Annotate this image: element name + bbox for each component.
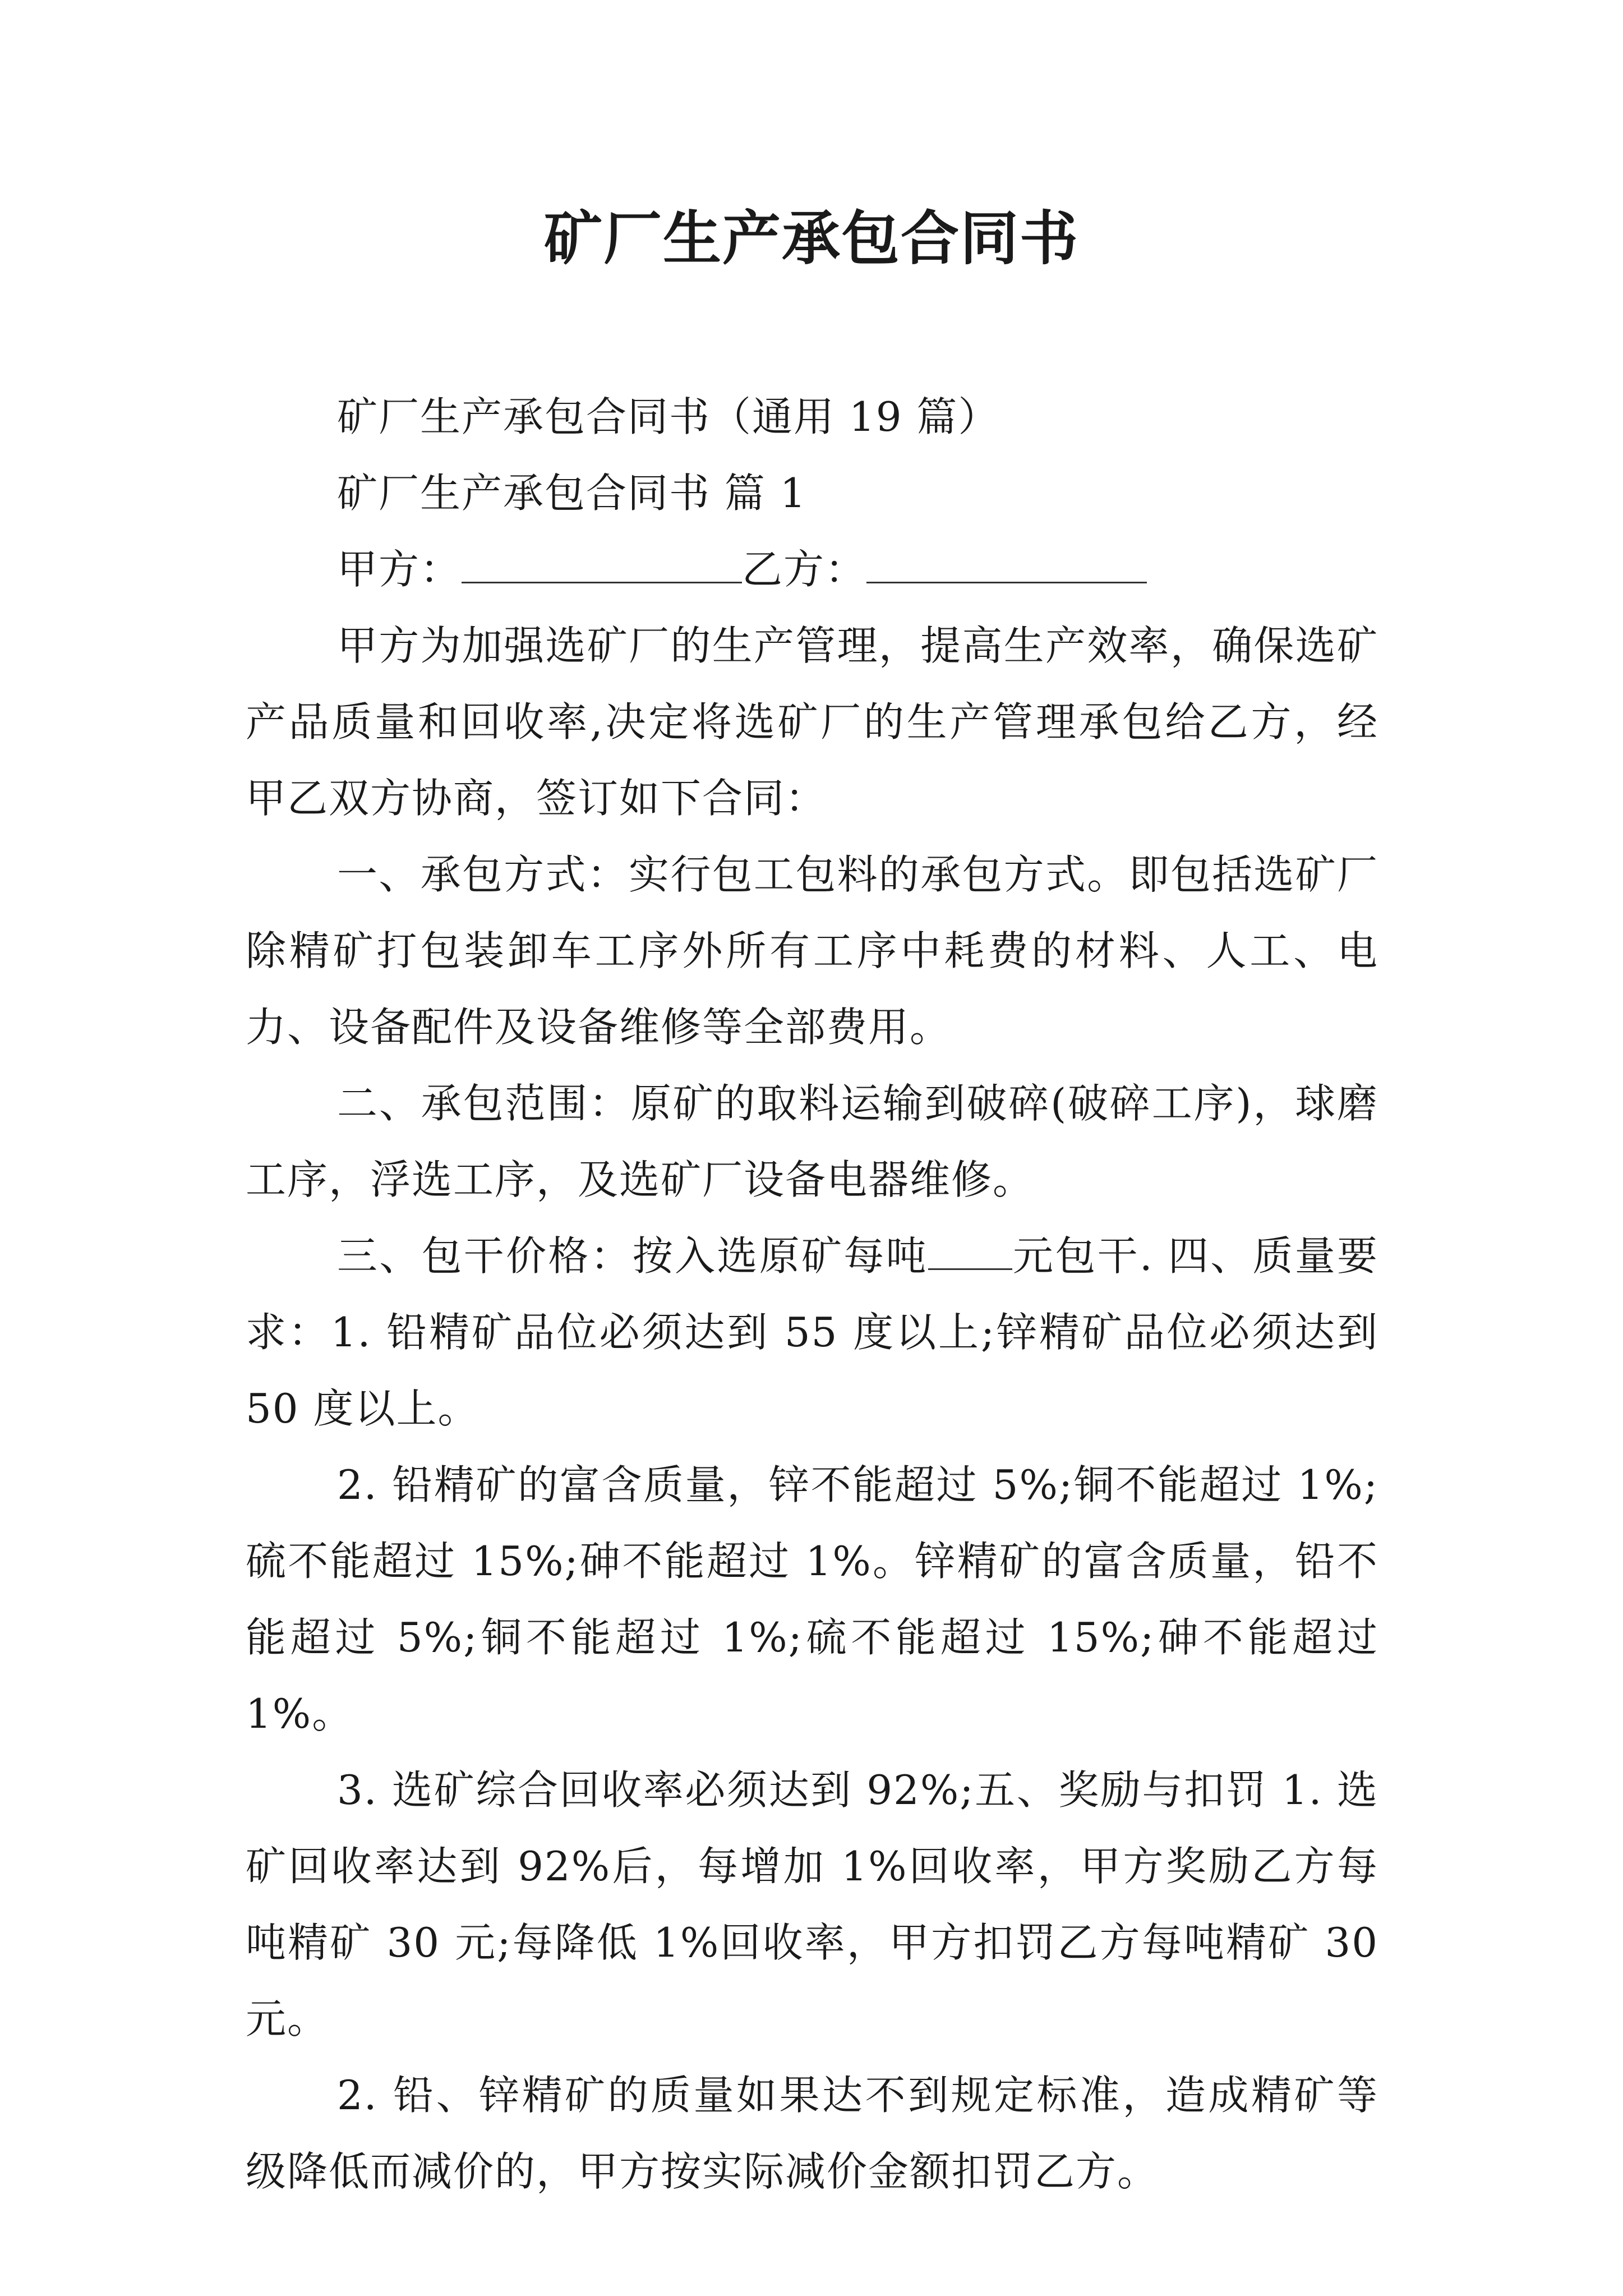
- clause-3-text-after: 元包干. 四、质量要求：1. 铅精矿品位必须达到 55 度以上;锌精矿品位必须达到 50 度以上。: [246, 1232, 1378, 1432]
- party-a-blank: [462, 538, 742, 583]
- clause-3-paragraph: [246, 1218, 1378, 1447]
- clause-2-paragraph: 二、承包范围：原矿的取料运输到破碎(破碎工序)，球磨工序，浮选工序，及选矿厂设备电器维修。: [246, 1080, 1378, 1203]
- section-heading: 矿厂生产承包合同书 篇 1: [337, 470, 807, 517]
- clause-4-2-paragraph: 2. 铅精矿的富含质量，锌不能超过 5%;铜不能超过 1%;硫不能超过 15%;砷不能超过 1%。锌精矿的富含质量，铅不能超过 5%;铜不能超过 1%;硫不能超过 15%;砷不能超过 1%。: [246, 1461, 1378, 1737]
- intro-paragraph: 甲方为加强选矿厂的生产管理，提高生产效率，确保选矿产品质量和回收率,决定将选矿厂的生产管理承包给乙方，经甲乙双方协商，签订如下合同：: [246, 622, 1378, 822]
- document-body: [246, 379, 1378, 2210]
- party-a-label: 甲方：: [337, 546, 462, 593]
- document-subtitle: 矿厂生产承包合同书（通用 19 篇）: [337, 393, 1000, 440]
- document-title: 矿厂生产承包合同书: [543, 204, 1079, 273]
- parties-line: [246, 531, 1378, 608]
- price-blank: [928, 1225, 1012, 1270]
- clause-5-2-paragraph: 2. 铅、锌精矿的质量如果达不到规定标准，造成精矿等级降低而减价的，甲方按实际减价金额扣罚乙方。: [246, 2072, 1378, 2195]
- party-b-label: 乙方：: [742, 546, 867, 593]
- clause-4-3-paragraph: 3. 选矿综合回收率必须达到 92%;五、奖励与扣罚 1. 选矿回收率达到 92%后，每增加 1%回收率，甲方奖励乙方每吨精矿 30 元;每降低 1%回收率，甲方扣罚乙方每吨精矿 30 元。: [246, 1766, 1378, 2042]
- clause-1-paragraph: 一、承包方式：实行包工包料的承包方式。即包括选矿厂除精矿打包装卸车工序外所有工序中耗费的材料、人工、电力、设备配件及设备维修等全部费用。: [246, 851, 1378, 1051]
- clause-3-text-before: 三、包干价格：按入选原矿每吨: [337, 1232, 928, 1280]
- party-b-blank: [866, 538, 1147, 583]
